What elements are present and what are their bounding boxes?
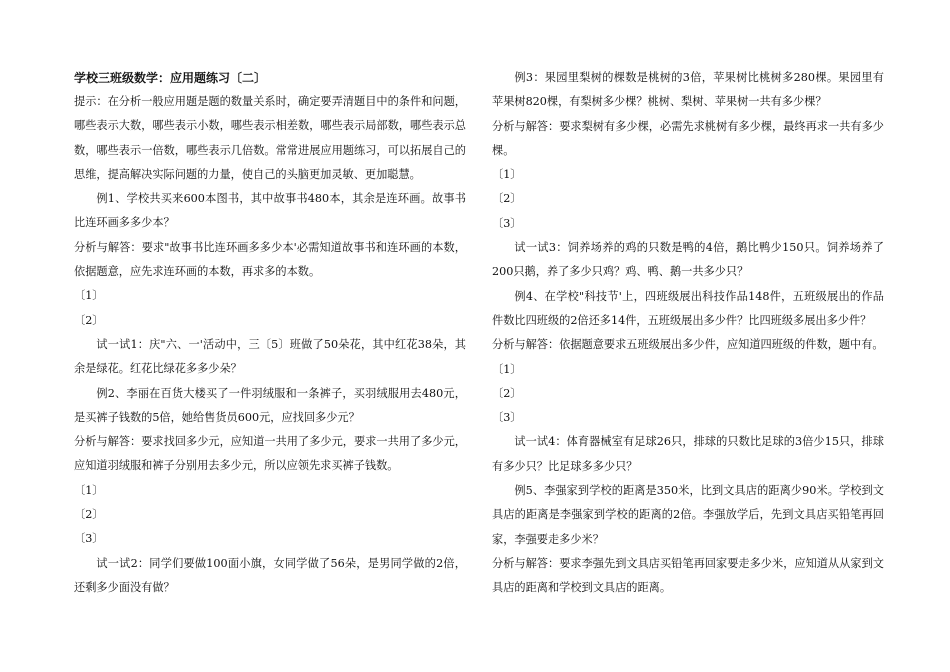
try-2: 试一试2：同学们要做100面小旗，女同学做了56朵，是男同学做的2倍，还剩多少面没有做？	[74, 556, 466, 594]
try-4: 试一试4：体育器械室有足球26只，排球的只数比足球的3倍少15只，排球有多少只？比足球多多少只？	[492, 435, 884, 473]
step-label: 〔1〕	[492, 362, 522, 376]
step-label: 〔3〕	[492, 411, 522, 425]
intro-paragraph: 提示：在分析一般应用题是题的数量关系时，确定要弄清题目中的条件和问题，哪些表示大数，哪些表示小数，哪些表示相差数，哪些表示局部数，哪些表示总数，哪些表示一倍数，哪些表示几倍数。常常进展应用题练习，可以拓展自己的思维，提高解决实际问题的力量，使自己的头脑更加灵敏、更加聪慧。	[74, 95, 466, 181]
step-label: 〔3〕	[492, 216, 522, 230]
step-label: 〔1〕	[74, 289, 104, 303]
example-3: 例3：果园里梨树的棵数是桃树的3倍，苹果树比桃树多280棵。果园里有苹果树820棵，有梨树多少棵？桃树、梨树、苹果树一共有多少棵？	[492, 71, 884, 109]
example-4: 例4、在学校"科技节'上，四班级展出科技作品148件，五班级展出的作品件数比四班级的2倍还多14件，五班级展出多少件？比四班级多展出多少件？	[492, 289, 884, 327]
example-4-analysis: 分析与解答：依据题意要求五班级展出多少件，应知道四班级的件数，题中有。	[492, 338, 884, 352]
left-column	[74, 66, 466, 600]
try-1: 试一试1：庆"六、一'活动中，三〔5〕班做了50朵花，其中红花38朵，其余是绿花。红花比绿花多多少朵？	[74, 337, 466, 376]
example-5: 例5、李强家到学校的距离是350米，比到文具店的距离少90米。学校到文具店的距离是李强家到学校的距离的2倍。李强放学后，先到文具店买铅笔再回家，李强要走多少米？	[492, 484, 884, 546]
example-2-analysis: 分析与解答：要求找回多少元，应知道一共用了多少元，要求一共用了多少元，应知道羽绒服和裤子分别用去多少元，所以应领先求买裤子钱数。	[74, 435, 466, 473]
example-2: 例2、李丽在百货大楼买了一件羽绒服和一条裤子，买羽绒服用去480元，是买裤子钱数的5倍，她给售货员600元，应找回多少元？	[74, 386, 466, 424]
step-label: 〔2〕	[492, 192, 522, 206]
right-column	[492, 66, 884, 601]
example-3-analysis: 分析与解答：要求梨树有多少棵，必需先求桃树有多少棵，最终再求一共有多少棵。	[492, 119, 884, 157]
step-label: 〔1〕	[74, 483, 104, 497]
example-1-analysis: 分析与解答：要求"故事书比连环画多多少本'必需知道故事书和连环画的本数，依据题意，应先求连环画的本数，再求多的本数。	[74, 240, 466, 279]
step-label: 〔2〕	[74, 508, 104, 522]
step-label: 〔2〕	[492, 386, 522, 400]
step-label: 〔2〕	[74, 313, 104, 327]
step-label: 〔1〕	[492, 168, 522, 182]
step-label: 〔3〕	[74, 532, 104, 546]
page-title: 学校三班级数学：应用题练习〔二〕	[74, 71, 267, 85]
example-5-analysis: 分析与解答：要求李强先到文具店买铅笔再回家要走多少米，应知道从从家到文具店的距离和学校到文具店的距离。	[492, 556, 884, 595]
try-3: 试一试3：饲养场养的鸡的只数是鸭的4倍，鹅比鸭少150只。饲养场养了200只鹅，养了多少只鸡？鸡、鸭、鹅一共多少只？	[492, 241, 884, 279]
example-1: 例1、学校共买来600本图书，其中故事书480本，其余是连环画。故事书比连环画多多少本？	[74, 192, 466, 230]
